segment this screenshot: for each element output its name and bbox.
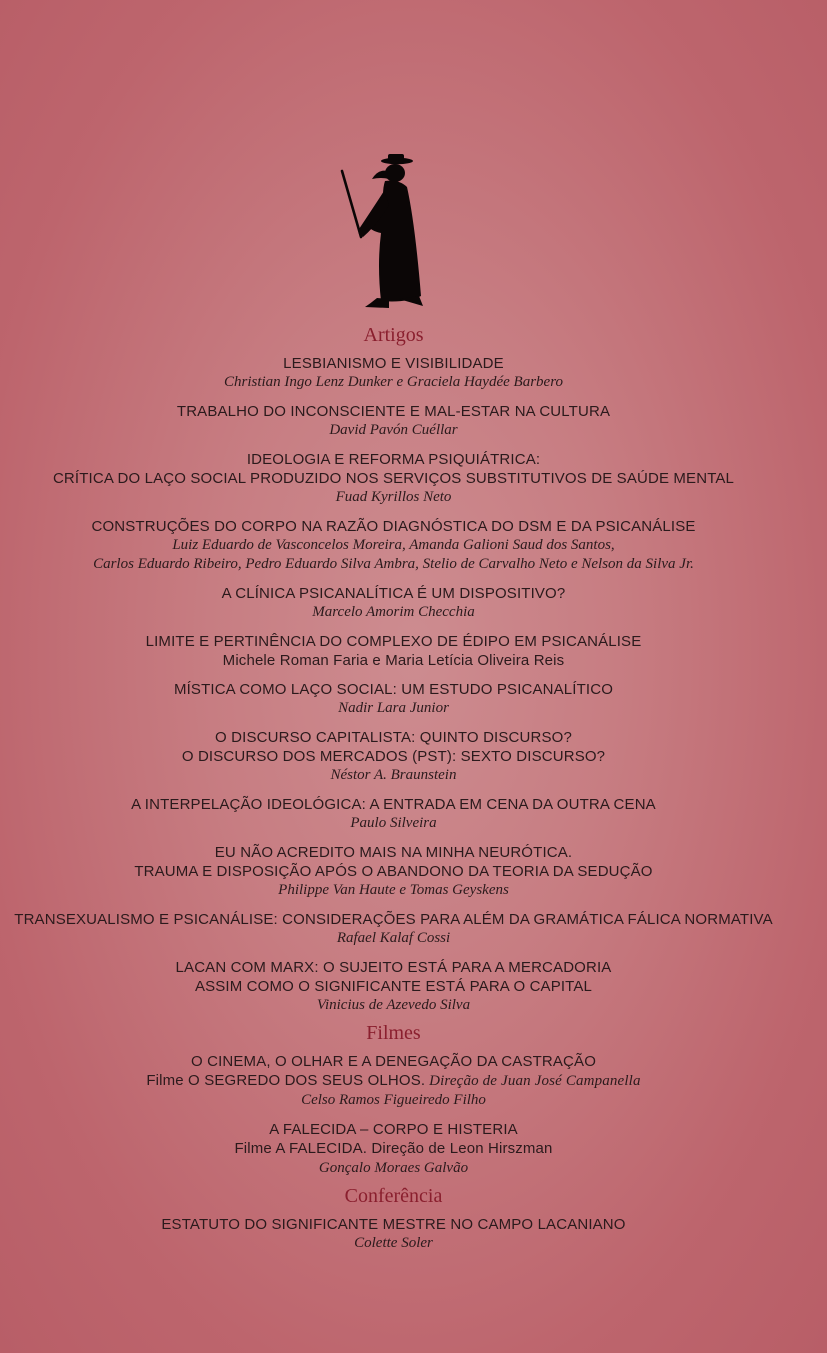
conference-author: Colette Soler (354, 1235, 433, 1251)
article-entry (0, 680, 787, 718)
article-entry (0, 584, 787, 622)
film-credit (0, 1139, 787, 1159)
film-credit-title: Filme A FALECIDA. Direção de Leon Hirszman (234, 1140, 553, 1157)
article-author: Carlos Eduardo Ribeiro, Pedro Eduardo Silva Ambra, Stelio de Carvalho Neto e Nelson da Silva Jr. (93, 556, 694, 572)
article-entry (0, 910, 787, 948)
article-entry (0, 843, 787, 900)
article-author: David Pavón Cuéllar (329, 422, 458, 438)
article-author: Luiz Eduardo de Vasconcelos Moreira, Amanda Galioni Saud dos Santos, (172, 537, 615, 553)
article-entry (0, 402, 787, 440)
section-title-conferencia: Conferência (344, 1185, 443, 1207)
article-author: Paulo Silveira (350, 815, 437, 831)
article-title: CONSTRUÇÕES DO CORPO NA RAZÃO DIAGNÓSTICA DO DSM E DA PSICANÁLISE (91, 518, 696, 535)
article-author: Nadir Lara Junior (338, 700, 449, 716)
article-title: CRÍTICA DO LAÇO SOCIAL PRODUZIDO NOS SERVIÇOS SUBSTITUTIVOS DE SAÚDE MENTAL (52, 470, 735, 487)
films-list (0, 1052, 787, 1178)
article-title: ASSIM COMO O SIGNIFICANTE ESTÁ PARA O CAPITAL (194, 978, 593, 995)
article-title: LIMITE E PERTINÊNCIA DO COMPLEXO DE ÉDIPO EM PSICANÁLISE (145, 633, 642, 650)
conference-entry (0, 1215, 787, 1253)
article-author: Fuad Kyrillos Neto (335, 489, 452, 505)
film-entry (0, 1120, 787, 1178)
article-author: Néstor A. Braunstein (330, 767, 457, 783)
article-title: EU NÃO ACREDITO MAIS NA MINHA NEURÓTICA. (214, 844, 573, 861)
film-article-author: Celso Ramos Figueiredo Filho (301, 1092, 486, 1108)
film-credit-director: Direção de Juan José Campanella (425, 1073, 641, 1089)
article-author: Michele Roman Faria e Maria Letícia Oliveira Reis (222, 652, 565, 669)
section-title-filmes: Filmes (366, 1022, 421, 1044)
film-credit (0, 1071, 787, 1091)
article-title: MÍSTICA COMO LAÇO SOCIAL: UM ESTUDO PSICANALÍTICO (173, 681, 614, 698)
article-title: A INTERPELAÇÃO IDEOLÓGICA: A ENTRADA EM CENA DA OUTRA CENA (131, 796, 656, 813)
film-article-title: O CINEMA, O OLHAR E A DENEGAÇÃO DA CASTRAÇÃO (190, 1053, 597, 1070)
section-title-artigos: Artigos (363, 324, 424, 346)
article-title: A CLÍNICA PSICANALÍTICA É UM DISPOSITIVO? (221, 585, 566, 602)
articles-list (0, 354, 787, 1015)
article-author: Vinicius de Azevedo Silva (316, 997, 471, 1013)
article-entry (0, 795, 787, 833)
film-article-author: Gonçalo Moraes Galvão (318, 1160, 469, 1176)
article-title: O DISCURSO DOS MERCADOS (PST): SEXTO DISCURSO? (181, 748, 606, 765)
article-author: Marcelo Amorim Checchia (312, 604, 475, 620)
plague-doctor-figure-icon (337, 153, 432, 313)
table-of-contents (0, 323, 787, 1253)
article-title: LESBIANISMO E VISIBILIDADE (283, 355, 504, 372)
article-entry (0, 958, 787, 1015)
article-entry (0, 632, 787, 670)
article-entry (0, 354, 787, 392)
film-entry (0, 1052, 787, 1110)
article-title: TRABALHO DO INCONSCIENTE E MAL-ESTAR NA CULTURA (176, 403, 611, 420)
article-title: IDEOLOGIA E REFORMA PSIQUIÁTRICA: (246, 451, 541, 468)
article-entry (0, 728, 787, 785)
article-author: Rafael Kalaf Cossi (336, 930, 451, 946)
article-entry (0, 450, 787, 507)
article-title: O DISCURSO CAPITALISTA: QUINTO DISCURSO? (215, 729, 572, 746)
film-credit-title: Filme O SEGREDO DOS SEUS OLHOS. (146, 1072, 426, 1089)
article-author: Christian Ingo Lenz Dunker e Graciela Haydée Barbero (224, 374, 563, 390)
article-title: LACAN COM MARX: O SUJEITO ESTÁ PARA A MERCADORIA (175, 959, 612, 976)
article-title: TRANSEXUALISMO E PSICANÁLISE: CONSIDERAÇÕES PARA ALÉM DA GRAMÁTICA FÁLICA NORMATIVA (14, 911, 773, 928)
article-title: TRAUMA E DISPOSIÇÃO APÓS O ABANDONO DA TEORIA DA SEDUÇÃO (134, 863, 653, 880)
article-author: Philippe Van Haute e Tomas Geyskens (278, 882, 509, 898)
article-entry (0, 517, 787, 574)
conference-list (0, 1215, 787, 1253)
film-article-title: A FALECIDA – CORPO E HISTERIA (269, 1121, 518, 1138)
conference-title: ESTATUTO DO SIGNIFICANTE MESTRE NO CAMPO LACANIANO (161, 1216, 626, 1233)
